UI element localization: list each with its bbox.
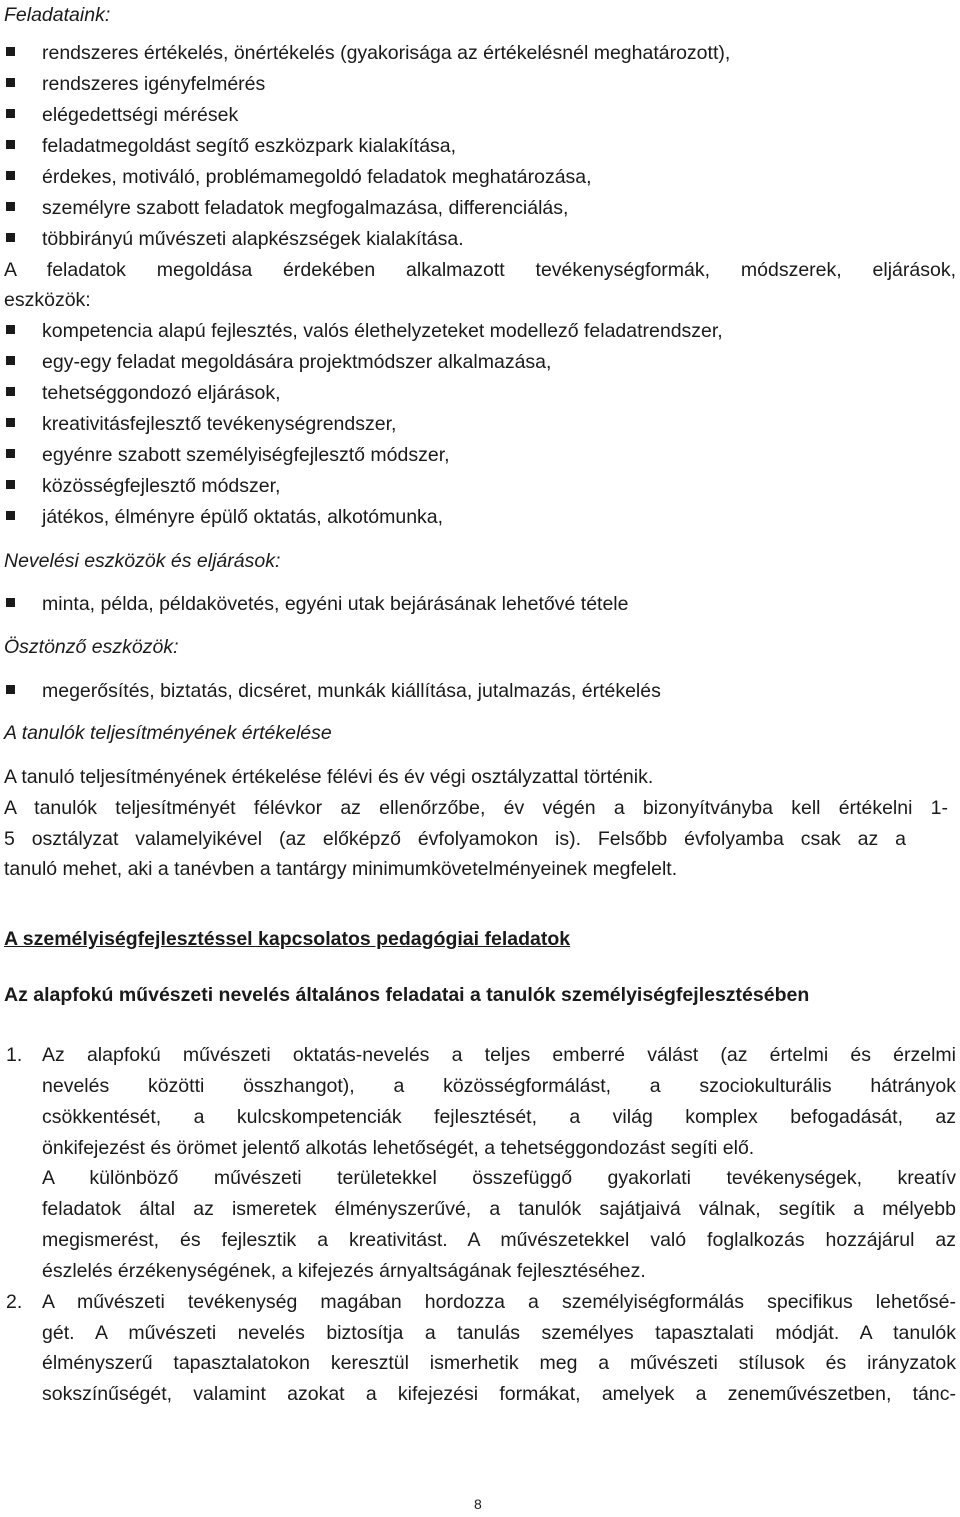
list-item: egy-egy feladat megoldására projektmódszer alkalmazása,	[42, 351, 552, 373]
paragraph-line: megismerést, és fejlesztik a kreativitást. A művészetekkel való foglalkozás hozzájárul az	[42, 1229, 956, 1251]
methods-intro: A feladatok megoldása érdekében alkalmazott tevékenységformák, módszerek, eljárások,	[4, 259, 956, 281]
bullet-icon	[6, 418, 15, 427]
bullet-icon	[6, 480, 15, 489]
evaluation-heading: A tanulók teljesítményének értékelése	[4, 722, 332, 744]
list-item: feladatmegoldást segítő eszközpark kialakítása,	[42, 135, 457, 157]
bullet-icon	[6, 202, 15, 211]
item-number: 2.	[6, 1291, 23, 1313]
paragraph-line: A művészeti tevékenység magában hordozza a személyiségformálás specifikus lehetősé-	[42, 1291, 956, 1313]
list-item: egyénre szabott személyiségfejlesztő módszer,	[42, 444, 450, 466]
bullet-icon	[6, 109, 15, 118]
paragraph-line: élményszerű tapasztalatokon keresztül ismerhetik meg a művészeti stílusok és irányzatok	[42, 1352, 956, 1374]
methods-intro-cont: eszközök:	[4, 289, 91, 311]
bullet-icon	[6, 598, 15, 607]
bullet-icon	[6, 387, 15, 396]
list-item: közösségfejlesztő módszer,	[42, 475, 281, 497]
page-number: 8	[474, 1496, 482, 1512]
paragraph-line: nevelés közötti összhangot), a közösségformálást, a szociokulturális hátrányok	[42, 1075, 956, 1097]
paragraph-line: csökkentését, a kulcskompetenciák fejlesztését, a világ komplex befogadását, az	[42, 1106, 956, 1128]
paragraph-line: tanuló mehet, aki a tanévben a tantárgy minimumkövetelményeinek megfelelt.	[4, 858, 678, 880]
edu-heading: Nevelési eszközök és eljárások:	[4, 550, 281, 572]
subsection-title: Az alapfokú művészeti nevelés általános feladatai a tanulók személyiségfejlesztésében	[4, 984, 810, 1006]
list-item: játékos, élményre épülő oktatás, alkotómunka,	[42, 506, 444, 528]
list-item: többirányú művészeti alapkészségek kialakítása.	[42, 228, 464, 250]
list-item: érdekes, motiváló, problémamegoldó feladatok meghatározása,	[42, 166, 592, 188]
bullet-icon	[6, 449, 15, 458]
bullet-icon	[6, 171, 15, 180]
list-item: személyre szabott feladatok megfogalmazása, differenciálás,	[42, 197, 569, 219]
bullet-icon	[6, 356, 15, 365]
list-item: elégedettségi mérések	[42, 104, 239, 126]
paragraph-line: 5 osztályzat valamelyikével (az előképző évfolyamokon is). Felsőbb évfolyamba csak az a	[4, 828, 906, 850]
list-item: tehetséggondozó eljárások,	[42, 382, 281, 404]
paragraph-line: önkifejezést és örömet jelentő alkotás lehetőségét, a tehetséggondozást segíti elő.	[42, 1137, 755, 1159]
bullet-icon	[6, 78, 15, 87]
paragraph-line: sokszínűségét, valamint azokat a kifejezési formákat, amelyek a zeneművészetben, tánc-	[42, 1383, 956, 1405]
bullet-icon	[6, 47, 15, 56]
bullet-icon	[6, 325, 15, 334]
paragraph-line: Az alapfokú művészeti oktatás-nevelés a teljes emberré válást (az értelmi és érzelmi	[42, 1044, 956, 1066]
item-number: 1.	[6, 1044, 23, 1066]
bullet-icon	[6, 140, 15, 149]
bullet-icon	[6, 685, 15, 694]
list-item: megerősítés, biztatás, dicséret, munkák kiállítása, jutalmazás, értékelés	[42, 680, 661, 702]
paragraph-line: A tanuló teljesítményének értékelése félévi és év végi osztályzattal történik.	[4, 766, 654, 788]
list-item: rendszeres értékelés, önértékelés (gyakorisága az értékelésnél meghatározott),	[42, 42, 731, 64]
list-item: rendszeres igényfelmérés	[42, 73, 266, 95]
section-title: A személyiségfejlesztéssel kapcsolatos pedagógiai feladatok	[4, 928, 571, 950]
bullet-icon	[6, 511, 15, 520]
list-item: kreativitásfejlesztő tevékenységrendszer,	[42, 413, 397, 435]
bullet-icon	[6, 233, 15, 242]
paragraph-line: A tanulók teljesítményét félévkor az ellenőrzőbe, év végén a bizonyítványba kell értékelni 1-	[4, 797, 948, 819]
paragraph-line: A különböző művészeti területekkel összefüggő gyakorlati tevékenységek, kreatív	[42, 1167, 956, 1189]
paragraph-line: észlelés érzékenységének, a kifejezés árnyaltságának fejlesztéséhez.	[42, 1260, 646, 1282]
paragraph-line: feladatok által az ismeretek élményszerűvé, a tanulók sajátjaivá válnak, segítik a mélyebb	[42, 1198, 956, 1220]
incentive-heading: Ösztönző eszközök:	[4, 636, 179, 658]
tasks-heading: Feladataink:	[4, 4, 111, 26]
list-item: kompetencia alapú fejlesztés, valós élethelyzeteket modellező feladatrendszer,	[42, 320, 723, 342]
paragraph-line: gét. A művészeti nevelés biztosítja a tanulás személyes tapasztalati módját. A tanulók	[42, 1322, 956, 1344]
list-item: minta, példa, példakövetés, egyéni utak bejárásának lehetővé tétele	[42, 593, 629, 615]
